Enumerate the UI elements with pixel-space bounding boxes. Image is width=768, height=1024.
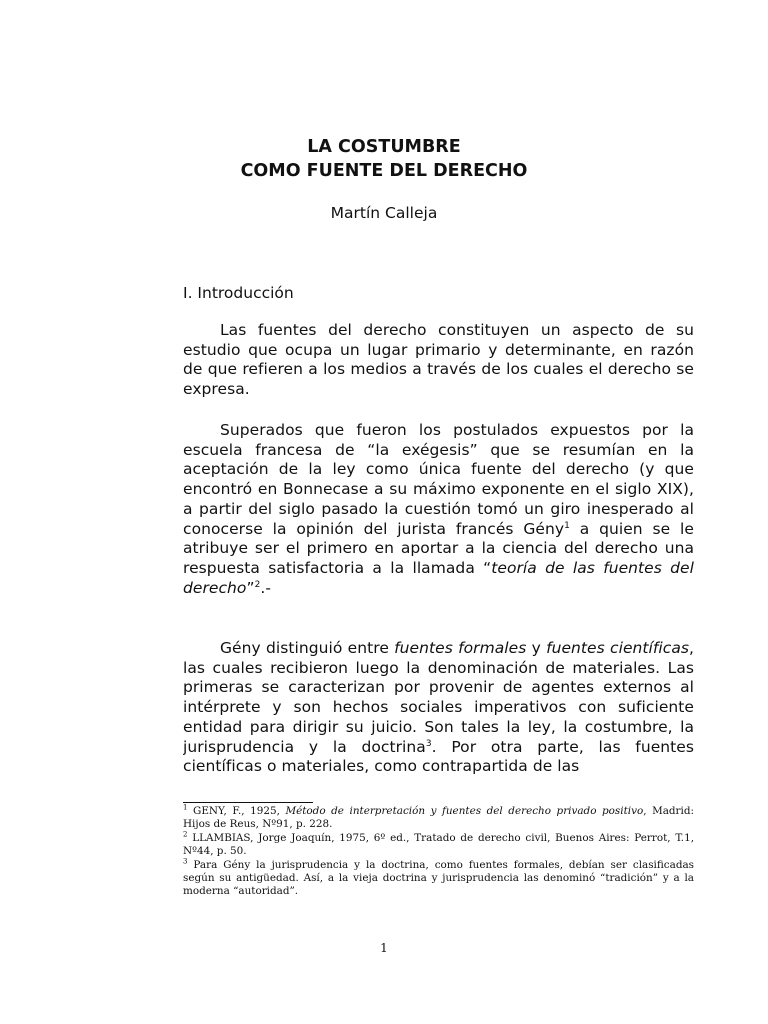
- paragraph-3-text: y: [526, 639, 547, 657]
- footnotes: [183, 805, 694, 899]
- paragraph-3-text: Gény distinguió entre: [220, 639, 395, 657]
- paragraph-3-italic: fuentes científicas: [546, 639, 690, 657]
- paragraph-3-italic: fuentes formales: [394, 639, 527, 657]
- footnote-ref-3[interactable]: 3: [425, 738, 432, 749]
- footnote-number: 3: [183, 857, 188, 866]
- footnote-number: 1: [183, 803, 188, 812]
- paragraph-1: Las fuentes del derecho constituyen un aspecto de su estudio que ocupa un lugar primario y determinante, en razón de que refieren a los medios a través de los cuales el derecho se expresa.: [183, 321, 694, 399]
- section-heading: I. Introducción: [183, 284, 294, 302]
- footnote-ref-1[interactable]: 1: [564, 520, 570, 531]
- paragraph-2: [183, 421, 694, 598]
- footnote-text: LLAMBIAS, Jorge Joaquín, 1975, 6º ed., Tratado de derecho civil, Buenos Aires: Perrot, T.1, Nº44, p. 50.: [183, 831, 694, 858]
- footnote-text: GENY, F., 1925,: [187, 805, 286, 817]
- footnote-text: Para Gény la jurisprudencia y la doctrina, como fuentes formales, debían ser clasificadas según su antigüedad. Así, a la vieja doctrina y jurisprudencia las denominó “tradición” y a la moderna “autoridad”.: [183, 858, 694, 898]
- paragraph-2-text: a quien se le atribuye ser el primero en aportar a la ciencia del derecho una respuesta satisfactoria a la llamada “: [183, 519, 694, 577]
- page-number: 1: [380, 941, 388, 955]
- footnote-1: [183, 805, 694, 832]
- footnote-number: 2: [183, 830, 188, 839]
- paragraph-3: [183, 639, 694, 777]
- paragraph-2-text: ”: [246, 578, 255, 597]
- paragraph-3-text: , las cuales recibieron luego la denominación de materiales. Las primeras se caracterizan por provenir de agentes externos al intérprete y son hechos sociales imperativos con suficiente entidad para dirigir su juicio. Son tales la ley, la costumbre, la jurisprudencia y la doctrina: [183, 639, 694, 756]
- author-name: Martín Calleja: [330, 204, 438, 222]
- footnote-separator: [183, 802, 313, 803]
- paragraph-2-text: .-: [260, 578, 271, 597]
- footnote-italic: Método de interpretación y fuentes del derecho privado positivo: [285, 805, 644, 817]
- footnote-3: [183, 859, 694, 899]
- footnote-text: , Madrid: Hijos de Reus, Nº91, p. 228.: [183, 805, 694, 831]
- paragraph-2-text: Superados que fueron los postulados expuestos por la escuela francesa de “la exégesis” que se resumían en la aceptación de la ley como única fuente del derecho (y que encontró en Bonnecase a su máximo exponente en el siglo XIX), a partir del siglo pasado la cuestión tomó un giro inesperado al conocerse la opinión del jurista francés Gény: [183, 421, 694, 538]
- footnote-2: [183, 832, 694, 859]
- footnote-ref-2[interactable]: 2: [254, 579, 261, 590]
- title-line-1: LA COSTUMBRE: [307, 137, 461, 157]
- paragraph-2-italic: teoría de las fuentes del derecho: [183, 558, 694, 597]
- paragraph-3-text: . Por otra parte, las fuentes científicas o materiales, como contrapartida de las: [183, 737, 694, 776]
- title-line-2: COMO FUENTE DEL DERECHO: [240, 161, 528, 181]
